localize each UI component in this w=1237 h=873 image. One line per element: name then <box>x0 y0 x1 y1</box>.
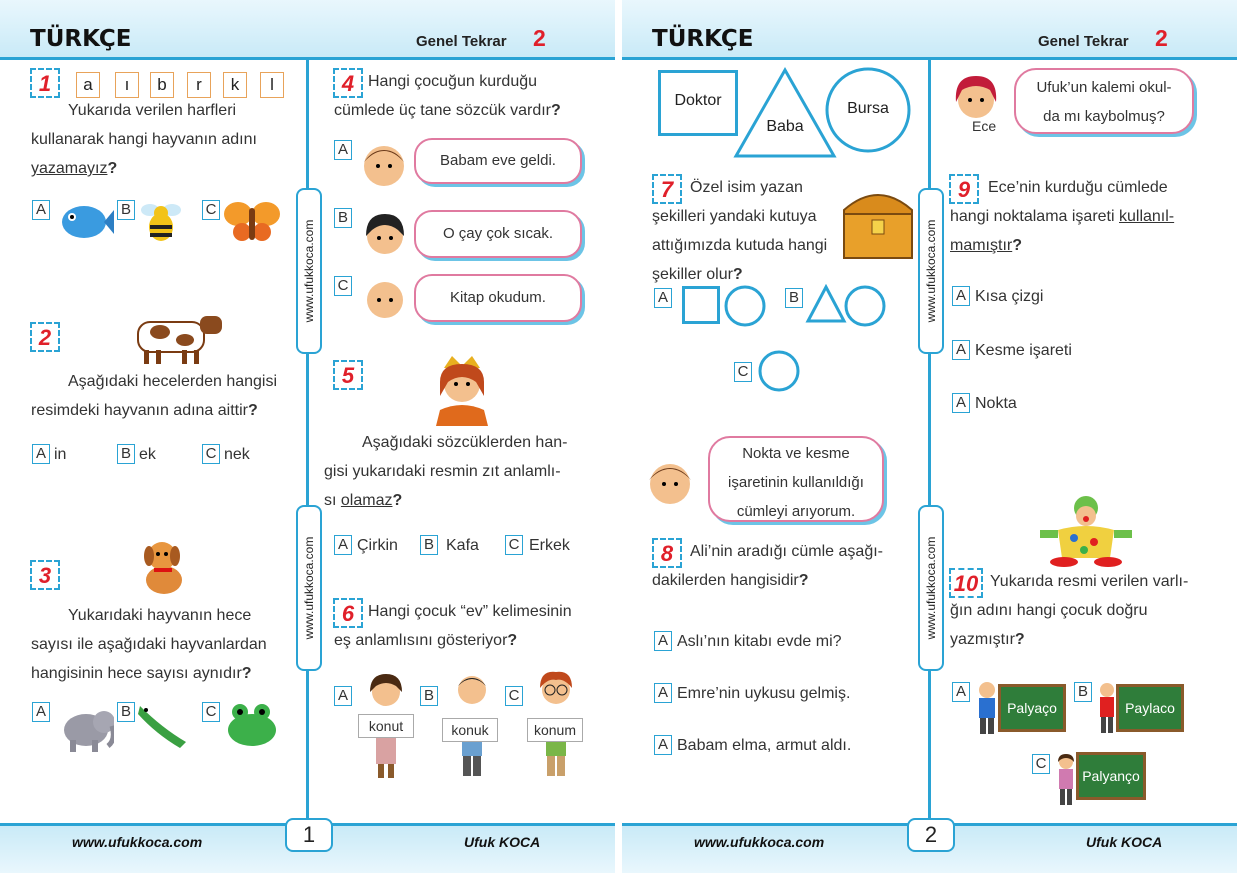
option-text: Kesme işareti <box>975 342 1072 359</box>
worksheet-title: Genel Tekrar <box>1038 33 1129 50</box>
question-text: mamıştır? <box>950 237 1022 254</box>
question-text: yazamayız? <box>31 160 118 177</box>
queen-icon <box>426 352 498 426</box>
page-footer <box>622 823 1237 873</box>
worksheet-number: 2 <box>533 25 546 51</box>
page-header <box>0 0 615 60</box>
chalkboard: Palyaço <box>998 684 1066 732</box>
question-number: 4 <box>333 68 363 98</box>
question-text: şekilleri yandaki kutuya <box>652 208 817 225</box>
side-label: www.ufukkoca.com <box>918 188 944 354</box>
square-shape <box>682 286 720 324</box>
triangle-shape <box>805 284 847 324</box>
letter-box: r <box>187 72 211 98</box>
side-label: www.ufukkoca.com <box>296 505 322 671</box>
footer-author: Ufuk KOCA <box>1086 834 1163 850</box>
question-number: 3 <box>30 560 60 590</box>
question-text: Hangi çocuğun kurduğu <box>368 73 538 90</box>
bee-icon <box>136 195 186 249</box>
question-text: Yukarıda verilen harfleri <box>68 102 237 119</box>
circle-shape <box>844 285 886 327</box>
letter-box: l <box>260 72 284 98</box>
elephant-icon <box>52 700 114 752</box>
letter-box: k <box>223 72 247 98</box>
question-text: Hangi çocuk “ev” kelimesinin <box>368 603 572 620</box>
question-number: 7 <box>652 174 682 204</box>
option-a[interactable]: A <box>654 288 672 308</box>
triangle-shape <box>732 66 838 160</box>
footer-website[interactable]: www.ufukkoca.com <box>72 834 203 850</box>
option-b[interactable]: B <box>785 288 803 308</box>
page-2 <box>622 0 1237 873</box>
option-c[interactable]: C <box>202 702 220 722</box>
fish-icon <box>52 192 114 250</box>
subject-title: TÜRKÇE <box>652 26 754 52</box>
option-a[interactable]: A <box>654 735 672 755</box>
boy-pointing-icon <box>1096 680 1118 736</box>
option-c[interactable]: C <box>202 200 220 220</box>
question-text: Ece’nin kurduğu cümlede <box>988 179 1168 196</box>
page-number: 2 <box>907 818 955 852</box>
option-text: nek <box>224 446 250 463</box>
option-text: Erkek <box>529 537 570 554</box>
option-text: Kafa <box>446 537 479 554</box>
option-text: Nokta <box>975 395 1017 412</box>
option-text: in <box>54 446 67 463</box>
question-text: hangisinin hece sayısı aynıdır? <box>31 665 252 682</box>
option-a[interactable]: A <box>654 631 672 651</box>
page-header <box>622 0 1237 60</box>
question-text: cümlede üç tane sözcük vardır? <box>334 102 561 119</box>
option-text: Kısa çizgi <box>975 288 1044 305</box>
option-text: ek <box>139 446 156 463</box>
question-text: yazmıştır? <box>950 631 1025 648</box>
boy-avatar-icon <box>356 138 412 190</box>
speech-bubble: O çay çok sıcak. <box>414 210 582 258</box>
butterfly-icon <box>222 194 282 248</box>
speech-bubble: Ufuk’un kalemi okul- da mı kaybolmuş? <box>1014 68 1194 134</box>
question-text: şekiller olur? <box>652 266 743 283</box>
clown-icon <box>1034 494 1138 568</box>
speech-bubble: Babam eve geldi. <box>414 138 582 184</box>
question-number: 6 <box>333 598 363 628</box>
question-text: Ali’nin aradığı cümle aşağı- <box>690 543 883 560</box>
shape-label: Bursa <box>847 100 889 117</box>
letter-box: b <box>150 72 174 98</box>
subject-title: TÜRKÇE <box>30 26 132 52</box>
question-number: 8 <box>652 538 682 568</box>
option-a[interactable]: A <box>952 682 970 702</box>
letter-box: a <box>76 72 100 98</box>
word-sign: konum <box>527 718 583 742</box>
option-b[interactable]: B <box>1074 682 1092 702</box>
option-text: Babam elma, armut aldı. <box>677 737 852 754</box>
girl-avatar-icon <box>358 208 412 260</box>
option-b[interactable]: B <box>334 208 352 228</box>
question-text: Yukarıdaki hayvanın hece <box>68 607 252 624</box>
word-sign: konut <box>358 714 414 738</box>
question-number: 1 <box>30 68 60 98</box>
shape-label: Doktor <box>674 92 722 109</box>
option-text: Çirkin <box>357 537 398 554</box>
column-divider <box>306 60 309 823</box>
option-c[interactable]: C <box>202 444 220 464</box>
question-text: sı olamaz? <box>324 492 403 509</box>
page-number: 1 <box>285 818 333 852</box>
option-c[interactable]: C <box>505 535 523 555</box>
circle-shape <box>758 350 800 392</box>
option-a[interactable]: A <box>952 393 970 413</box>
worksheet-title: Genel Tekrar <box>416 33 507 50</box>
option-text: Emre’nin uykusu gelmiş. <box>677 685 851 702</box>
boy-avatar-icon <box>358 272 412 324</box>
letter-box: ı <box>115 72 139 98</box>
question-number: 2 <box>30 322 60 352</box>
question-text: sayısı ile aşağıdaki hayvanlardan <box>31 636 267 653</box>
option-b[interactable]: B <box>117 702 135 722</box>
question-text: hangi noktalama işareti kullanıl- <box>950 208 1175 225</box>
option-c[interactable]: C <box>1032 754 1050 774</box>
option-b[interactable]: B <box>420 686 438 706</box>
side-label: www.ufukkoca.com <box>918 505 944 671</box>
worksheet-number: 2 <box>1155 25 1168 51</box>
option-b[interactable]: B <box>117 200 135 220</box>
question-text: ğın adını hangi çocuk doğru <box>950 602 1148 619</box>
speech-bubble: Kitap okudum. <box>414 274 582 322</box>
question-text: Aşağıdaki sözcüklerden han- <box>362 434 568 451</box>
boy-pointing-icon <box>974 680 1000 736</box>
question-number: 9 <box>949 174 979 204</box>
girl-pointing-icon <box>1054 752 1078 808</box>
shape-label: Baba <box>766 118 804 135</box>
option-c[interactable]: C <box>734 362 752 382</box>
option-a[interactable]: A <box>334 686 352 706</box>
question-text: Özel isim yazan <box>690 179 803 196</box>
character-name: Ece <box>972 118 997 134</box>
question-text: resimdeki hayvanın adına aittir? <box>31 402 258 419</box>
option-a[interactable]: A <box>952 286 970 306</box>
footer-website[interactable]: www.ufukkoca.com <box>694 834 825 850</box>
boy-avatar-icon <box>640 452 700 512</box>
option-c[interactable]: C <box>505 686 523 706</box>
question-text: attığımızda kutuda hangi <box>652 237 828 254</box>
chalkboard: Palyanço <box>1076 752 1146 800</box>
option-b[interactable]: B <box>420 535 438 555</box>
chalkboard: Paylaco <box>1116 684 1184 732</box>
option-a[interactable]: A <box>654 683 672 703</box>
question-number: 10 <box>949 568 983 598</box>
option-a[interactable]: A <box>334 140 352 160</box>
question-text: Yukarıda resmi verilen varlı- <box>990 573 1189 590</box>
question-text: kullanarak hangi hayvanın adını <box>31 131 257 148</box>
column-divider <box>928 60 931 823</box>
speech-bubble: Nokta ve kesme işaretinin kullanıldığı cümleyi arıyorum. <box>708 436 884 522</box>
circle-shape <box>724 285 766 327</box>
option-a[interactable]: A <box>32 702 50 722</box>
question-text: dakilerden hangisidir? <box>652 572 809 589</box>
option-a[interactable]: A <box>32 444 50 464</box>
page-1 <box>0 0 615 873</box>
question-text: eş anlamlısını gösteriyor? <box>334 632 518 649</box>
crocodile-icon <box>136 698 190 750</box>
question-text: Aşağıdaki hecelerden hangisi <box>68 373 278 390</box>
footer-author: Ufuk KOCA <box>464 834 541 850</box>
frog-icon <box>222 696 280 750</box>
option-a[interactable]: A <box>334 535 352 555</box>
option-a[interactable]: A <box>952 340 970 360</box>
page-footer <box>0 823 615 873</box>
option-c[interactable]: C <box>334 276 352 296</box>
option-b[interactable]: B <box>117 444 135 464</box>
dog-icon <box>136 536 192 598</box>
question-number: 5 <box>333 360 363 390</box>
option-text: Aslı’nın kitabı evde mi? <box>677 633 842 650</box>
question-text: gisi yukarıdaki resmin zıt anlamlı- <box>324 463 561 480</box>
side-label: www.ufukkoca.com <box>296 188 322 354</box>
option-a[interactable]: A <box>32 200 50 220</box>
cow-icon <box>130 308 226 366</box>
treasure-chest-icon <box>838 180 918 264</box>
word-sign: konuk <box>442 718 498 742</box>
